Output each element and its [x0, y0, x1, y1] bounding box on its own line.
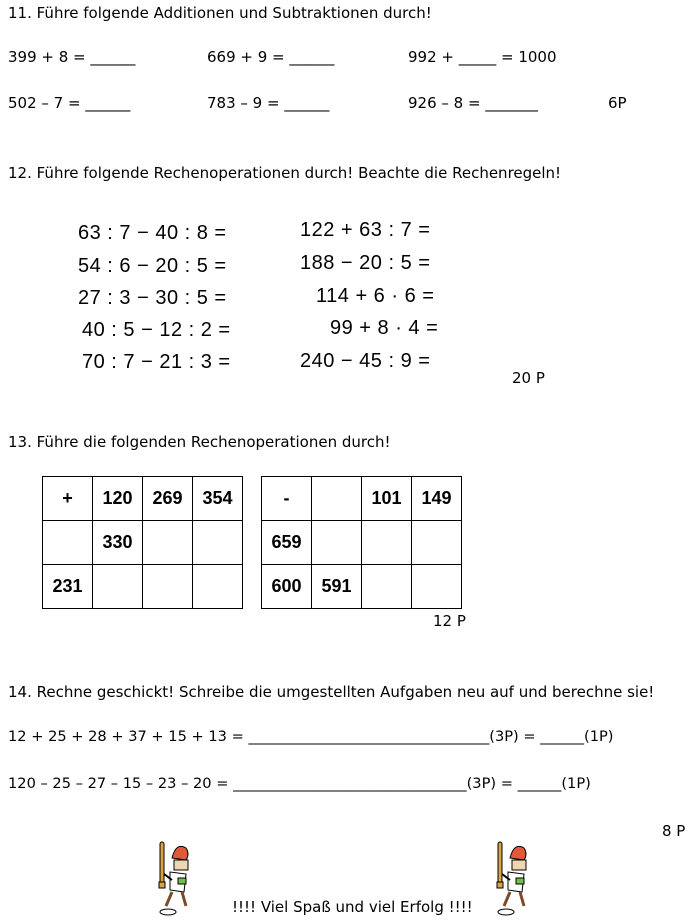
task11-exercise: 669 + 9 = ______	[207, 48, 335, 66]
table-cell: 659	[262, 521, 312, 565]
task12-right-expression: 122 + 63 : 7 =	[300, 219, 431, 241]
task11-exercise: 992 + _____ = 1000	[408, 48, 557, 66]
task12-right-expression: 114 + 6 · 6 =	[316, 285, 435, 307]
task14-points: 8 P	[662, 822, 686, 840]
task13-heading: 13. Führe die folgenden Rechenoperationen durch!	[8, 433, 391, 451]
table-cell	[312, 521, 362, 565]
task14-exercise: 12 + 25 + 28 + 37 + 15 + 13 = _________________________________(3P) = ______(1P)	[8, 728, 614, 745]
baseball-batter-icon	[150, 838, 200, 918]
table-cell	[362, 521, 412, 565]
table-cell	[193, 565, 243, 609]
table-cell	[43, 521, 93, 565]
task11-exercise: 399 + 8 = ______	[8, 48, 136, 66]
task12-heading: 12. Führe folgende Rechenoperationen durch! Beachte die Rechenregeln!	[8, 164, 562, 182]
task12-right-expression: 99 + 8 · 4 =	[330, 317, 439, 339]
table-cell: 354	[193, 477, 243, 521]
task12-right-expression: 188 − 20 : 5 =	[300, 252, 431, 274]
table-cell	[362, 565, 412, 609]
table-cell	[412, 521, 462, 565]
task11-points: 6P	[608, 94, 627, 112]
table-cell: 101	[362, 477, 412, 521]
task12-left-expression: 40 : 5 − 12 : 2 =	[82, 319, 231, 341]
addition-table	[42, 476, 243, 609]
table-cell	[312, 477, 362, 521]
table-cell	[93, 565, 143, 609]
task12-right-expression: 240 − 45 : 9 =	[300, 350, 431, 372]
task12-points: 20 P	[512, 369, 545, 387]
table-cell	[143, 521, 193, 565]
task12-left-expression: 54 : 6 − 20 : 5 =	[78, 255, 227, 277]
task14-exercise: 120 – 25 – 27 – 15 – 23 – 20 = ________________________________(3P) = ______(1P)	[8, 775, 591, 792]
task11-heading: 11. Führe folgende Additionen und Subtraktionen durch!	[8, 4, 432, 22]
table-cell: 120	[93, 477, 143, 521]
table-cell: 269	[143, 477, 193, 521]
subtraction-table	[261, 476, 462, 609]
table-cell: 600	[262, 565, 312, 609]
task12-left-expression: 70 : 7 − 21 : 3 =	[82, 351, 231, 373]
task12-left-expression: 63 : 7 − 40 : 8 =	[78, 222, 227, 244]
table-cell: 231	[43, 565, 93, 609]
table-cell	[143, 565, 193, 609]
task11-exercise: 926 – 8 = _______	[408, 94, 538, 112]
task11-exercise: 502 – 7 = ______	[8, 94, 131, 112]
task12-left-expression: 27 : 3 − 30 : 5 =	[78, 287, 227, 309]
table-cell	[193, 521, 243, 565]
table-cell	[412, 565, 462, 609]
table-cell: 591	[312, 565, 362, 609]
table-cell: -	[262, 477, 312, 521]
task13-points: 12 P	[433, 612, 466, 630]
baseball-batter-icon	[488, 838, 538, 918]
table-cell: 330	[93, 521, 143, 565]
table-cell: +	[43, 477, 93, 521]
task11-exercise: 783 – 9 = ______	[207, 94, 330, 112]
footer-message: !!!! Viel Spaß und viel Erfolg !!!!	[232, 898, 473, 916]
table-cell: 149	[412, 477, 462, 521]
task14-heading: 14. Rechne geschickt! Schreibe die umgestellten Aufgaben neu auf und berechne sie!	[8, 683, 655, 701]
